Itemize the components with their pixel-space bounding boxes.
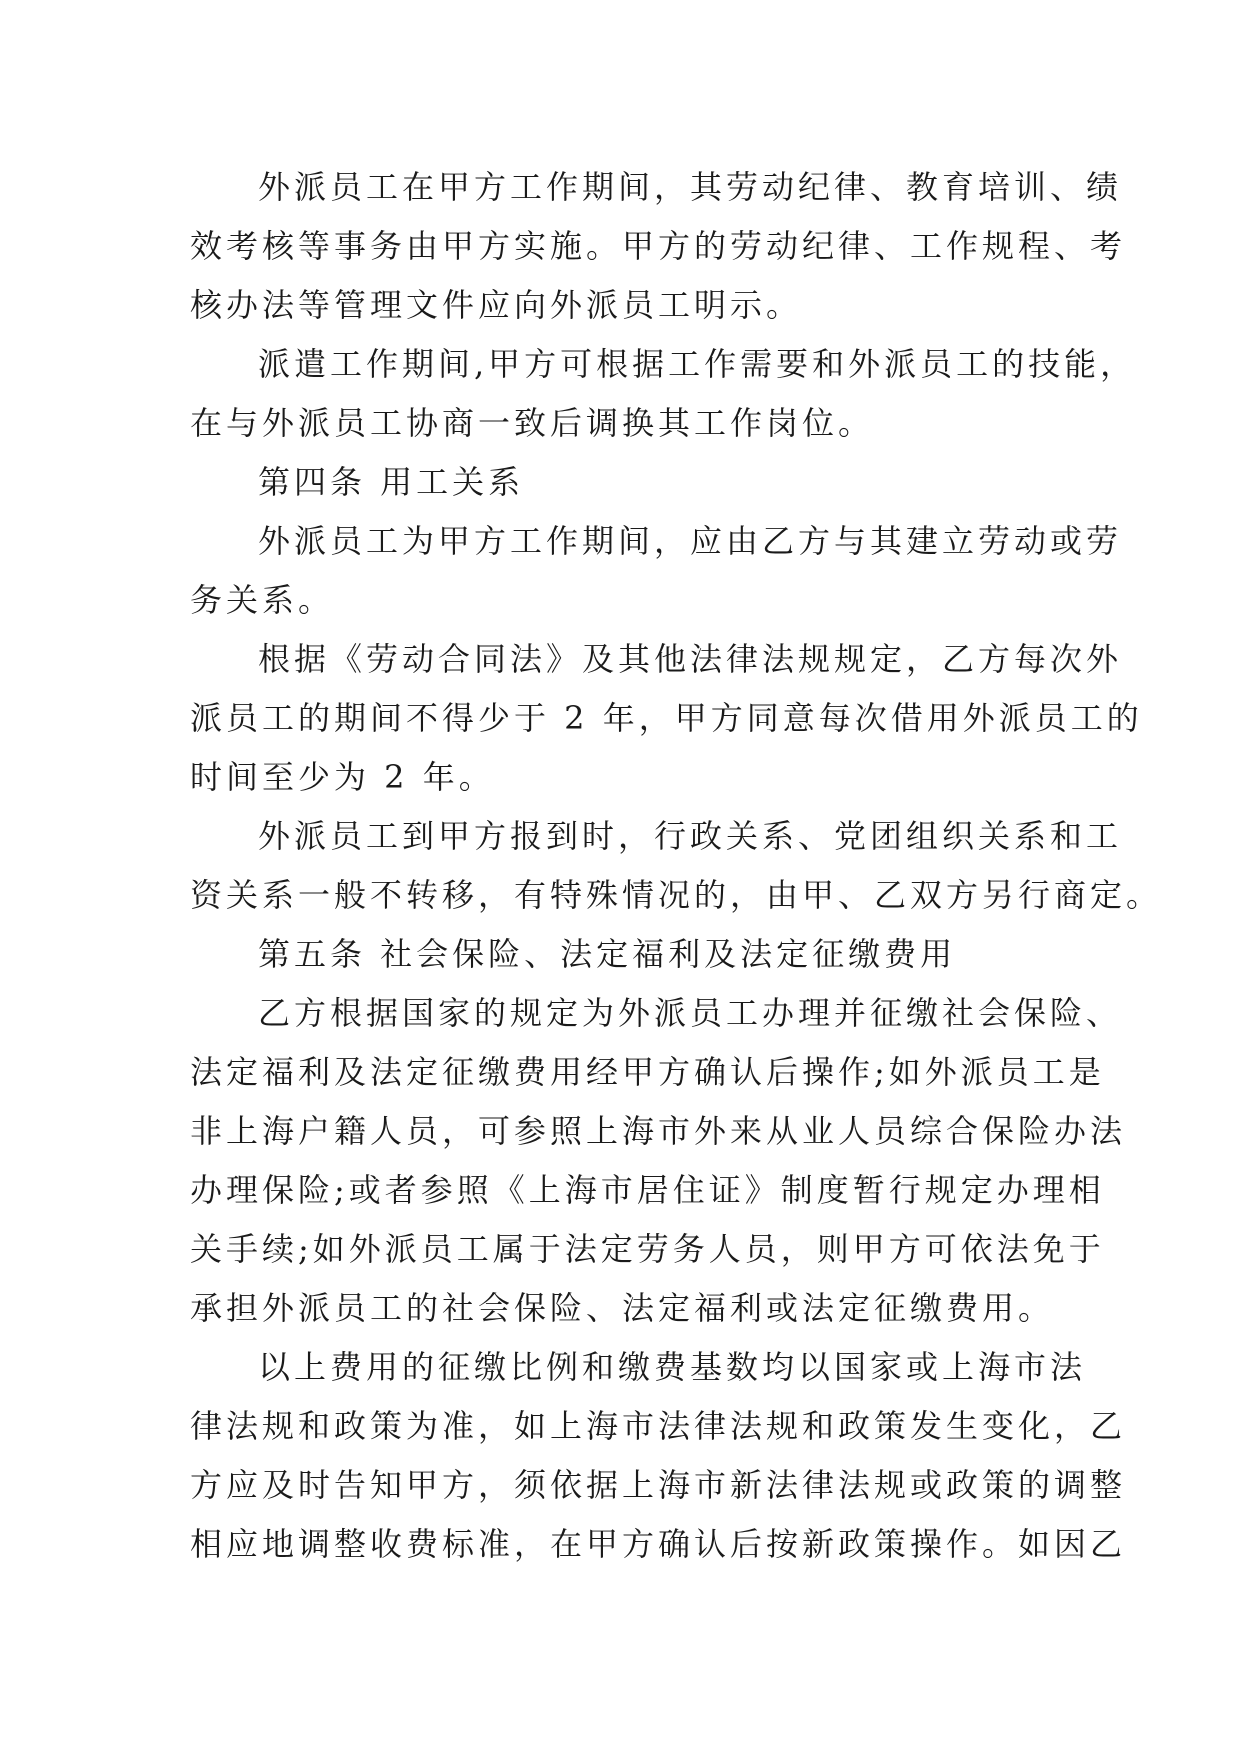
paragraph-line: 律法规和政策为准，如上海市法律法规和政策发生变化，乙: [190, 1407, 1127, 1445]
paragraph-line: 务关系。: [190, 581, 335, 619]
paragraph-line: 办理保险;或者参照《上海市居住证》制度暂行规定办理相: [190, 1171, 1105, 1209]
paragraph-line: 外派员工在甲方工作期间，其劳动纪律、教育培训、绩: [258, 168, 1123, 206]
section-heading: 第四条 用工关系: [258, 463, 525, 501]
paragraph-line: 派员工的期间不得少于 2 年，甲方同意每次借用外派员工的: [190, 699, 1143, 737]
paragraph-line: 承担外派员工的社会保险、法定福利或法定征缴费用。: [190, 1289, 1055, 1327]
paragraph-line: 以上费用的征缴比例和缴费基数均以国家或上海市法: [258, 1348, 1087, 1386]
paragraph-line: 外派员工到甲方报到时，行政关系、党团组织关系和工: [258, 817, 1123, 855]
paragraph-line: 乙方根据国家的规定为外派员工办理并征缴社会保险、: [258, 994, 1123, 1032]
document-body: [190, 158, 1163, 1574]
paragraph-line: 根据《劳动合同法》及其他法律法规规定，乙方每次外: [258, 640, 1123, 678]
paragraph-line: 相应地调整收费标准，在甲方确认后按新政策操作。如因乙: [190, 1525, 1127, 1563]
section-heading: 第五条 社会保险、法定福利及法定征缴费用: [258, 935, 957, 973]
paragraph-line: 在与外派员工协商一致后调换其工作岗位。: [190, 404, 875, 442]
paragraph-line: 外派员工为甲方工作期间，应由乙方与其建立劳动或劳: [258, 522, 1123, 560]
paragraph-line: 法定福利及法定征缴费用经甲方确认后操作;如外派员工是: [190, 1053, 1105, 1091]
paragraph-line: 方应及时告知甲方，须依据上海市新法律法规或政策的调整: [190, 1466, 1127, 1504]
paragraph-line: 时间至少为 2 年。: [190, 758, 495, 796]
paragraph-line: 核办法等管理文件应向外派员工明示。: [190, 286, 803, 324]
paragraph-line: 非上海户籍人员，可参照上海市外来从业人员综合保险办法: [190, 1112, 1127, 1150]
paragraph-line: 效考核等事务由甲方实施。甲方的劳动纪律、工作规程、考: [190, 227, 1127, 265]
paragraph-line: 资关系一般不转移，有特殊情况的，由甲、乙双方另行商定。: [190, 876, 1163, 914]
paragraph-line: 派遣工作期间,甲方可根据工作需要和外派员工的技能，: [258, 345, 1137, 383]
paragraph-line: 关手续;如外派员工属于法定劳务人员，则甲方可依法免于: [190, 1230, 1105, 1268]
